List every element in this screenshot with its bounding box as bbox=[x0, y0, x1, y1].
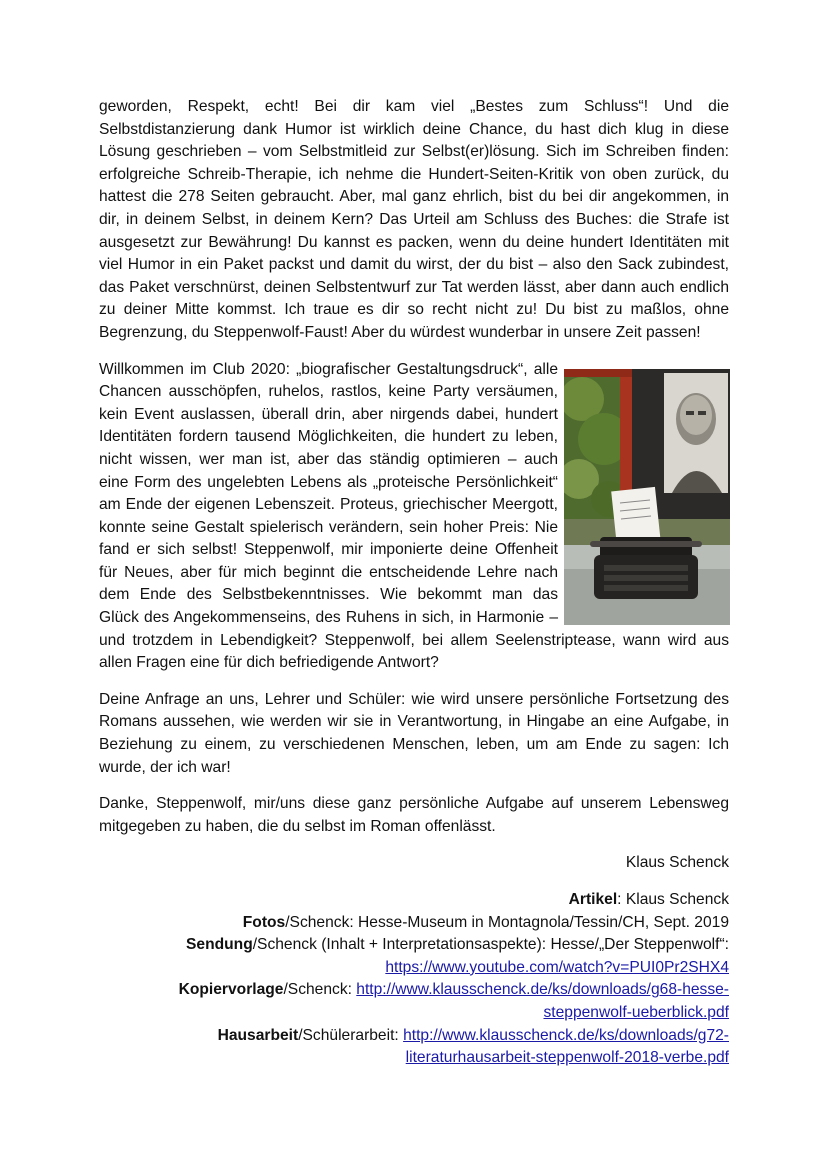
credit-haus-link-row bbox=[99, 1047, 729, 1070]
credit-sendung-text: /Schenck (Inhalt + Interpretationsaspekte): Hesse/„Der Steppenwolf“: bbox=[252, 936, 729, 954]
signature: Klaus Schenck bbox=[625, 854, 729, 872]
paragraph-2: Willkommen im Club 2020: „biografischer Gestaltungsdruck“, alle Chancen ausschöpfen, ruhelos, rastlos, keine Party versäumen, kein Event auslassen, überall drin, aber nirgends dabei, hundert Identitäten fordern tausend Möglichkeiten, die hundert zu leben, nicht wissen, wer man ist, aber das ständig optimieren – auch eine Form des ungelebten Lebens als „proteische Persönlichkeit“ am Ende der eigenen Lebenszeit. Proteus, griechischer Meergott, konnte seine Gestalt spielerisch verändern, sein hoher Preis: Nie fand er sich selbst! Steppenwolf, mir imponierte deine Offenheit für Neues, aber für mich beginnt die entscheidende Lehre nach dem Ende des Selbstbekenntnisses. Wie bekommt man das Glück des Angekommenseins, des Ruhens in sich, in Harmonie – und trotzdem in Lebendigkeit? Steppenwolf, bei allem Seelenstriptease, wann wird aus allen Fragen eine für dich befriedigende Antwort? bbox=[99, 360, 729, 672]
credit-artikel-label: Artikel bbox=[568, 891, 618, 908]
credit-haus-label: Hausarbeit bbox=[217, 1026, 299, 1044]
paragraph-2-block bbox=[99, 359, 729, 675]
kopiervorlage-link-part2[interactable]: steppenwolf-ueberblick.pdf bbox=[543, 1003, 729, 1021]
credit-kopiervorlage bbox=[99, 979, 729, 1002]
credit-hausarbeit bbox=[99, 1025, 729, 1048]
credit-haus-text: /Schülerarbeit: bbox=[298, 1026, 404, 1044]
credit-sendung-label: Sendung bbox=[186, 936, 253, 954]
paragraph-1: geworden, Respekt, echt! Bei dir kam viel „Bestes zum Schluss“! Und die Selbstdistanzierung dank Humor ist wirklich deine Chance, du hast dich klug in diese Lösung geschrieben – vom Selbstmitleid zur Selbst(er)lösung. Sich im Schreiben finden: erfolgreiche Schreib-Therapie, ich nehme die Hundert-Seiten-Kritik von oben zurück, du hattest die 278 Seiten gebraucht. Aber, mal ganz ehrlich, bist du bei dir angekommen, in dir, in deinem Selbst, in deinem Kern? Das Urteil am Schluss des Buches: die Strafe ist ausgesetzt zur Bewährung! Du kannst es packen, wenn du deine hundert Identitäten mit viel Humor in ein Paket packst und damit du wirst, der du bist – also den Sack zubindest, das Paket verschnürst, deinen Selbstentwurf zur Tat werden lässt, aber dann auch endlich zu deiner Mitte kommst. Ich traue es dir so recht nicht zu! Du bist zu maßlos, ohne Begrenzung, du Steppenwolf-Faust! Aber du würdest wunderbar in unsere Zeit passen! bbox=[99, 98, 729, 341]
credit-sendung bbox=[99, 934, 729, 957]
credit-artikel bbox=[99, 889, 729, 912]
paragraph-3: Deine Anfrage an uns, Lehrer und Schüler: wie wird unsere persönliche Fortsetzung des Romans aussehen, wie werden wir sie in Verantwortung, in Hingabe an eine Aufgabe, in Beziehung zu einem, zu verschiedenen Menschen, leben, um am Ende zu sagen: Ich wurde, der ich war! bbox=[99, 690, 729, 776]
credits-block bbox=[99, 889, 729, 1070]
paragraph-4: Danke, Steppenwolf, mir/uns diese ganz persönliche Aufgabe auf unserem Lebensweg mitgegeben zu haben, die du selbst im Roman offenlässt. bbox=[99, 795, 729, 835]
credit-fotos bbox=[99, 912, 729, 935]
photo-illustration bbox=[564, 369, 730, 625]
document-page bbox=[99, 96, 729, 1070]
credit-kopier-text: /Schenck: bbox=[283, 981, 357, 999]
sendung-youtube-link[interactable]: https://www.youtube.com/watch?v=PUI0Pr2SHX4 bbox=[385, 958, 729, 976]
credit-fotos-label: Fotos bbox=[242, 913, 286, 931]
credit-kopier-label: Kopiervorlage bbox=[178, 981, 284, 999]
credit-fotos-text: /Schenck: Hesse-Museum in Montagnola/Tessin/CH, Sept. 2019 bbox=[285, 913, 729, 931]
credit-sendung-link-row bbox=[99, 957, 729, 980]
credit-kopier-link-row bbox=[99, 1002, 729, 1025]
hausarbeit-link-part1[interactable]: http://www.klausschenck.de/ks/downloads/g72- bbox=[403, 1026, 729, 1044]
typewriter-museum-photo bbox=[564, 369, 730, 625]
credit-artikel-text: : Klaus Schenck bbox=[617, 891, 729, 908]
kopiervorlage-link-part1[interactable]: http://www.klausschenck.de/ks/downloads/g68-hesse- bbox=[356, 981, 729, 999]
hausarbeit-link-part2[interactable]: literaturhausarbeit-steppenwolf-2018-verbe.pdf bbox=[405, 1049, 729, 1067]
